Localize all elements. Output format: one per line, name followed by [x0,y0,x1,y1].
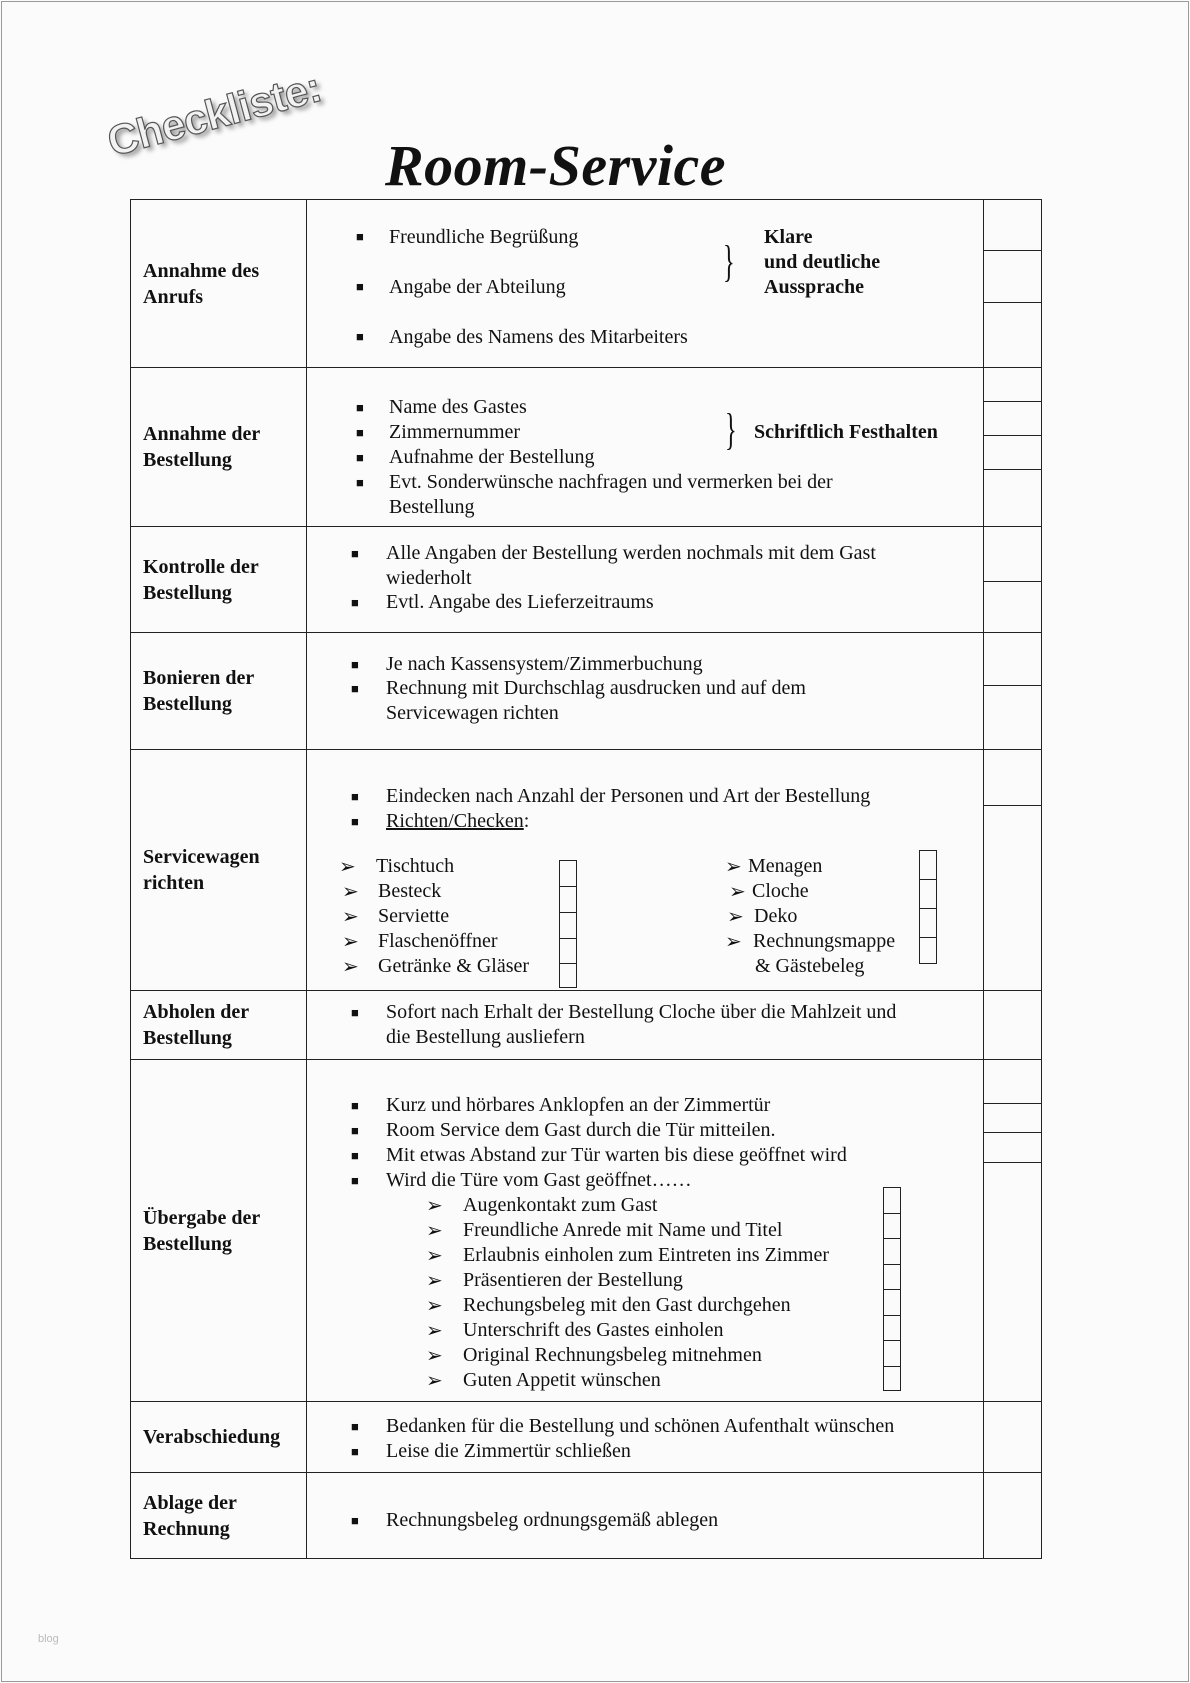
row-annahme-bestellung: Annahme der Bestellung ■ Name des Gastes ■ Zimmernummer ■ Aufnahme der Bestellung ■ Evt. Sonderwünsche nachfragen und vermerken bei der Bestellung } Schriftlich Festhalten [130,368,1042,527]
list-item: Mit etwas Abstand zur Tür warten bis diese geöffnet wird [386,1144,847,1166]
list-item: Je nach Kassensystem/Zimmerbuchung [386,653,703,675]
row-verabschiedung: Verabschiedung ■ Bedanken für die Bestellung und schönen Aufenthalt wünschen ■ Leise die Zimmertür schließen [130,1402,1042,1473]
list-item: Bedanken für die Bestellung und schönen Aufenthalt wünschen [386,1415,895,1437]
watermark: blog [38,1633,59,1645]
list-item: Rechnung mit Durchschlag ausdrucken und auf dem [386,677,806,699]
check-item: Menagen [748,855,823,877]
list-item: Evt. Sonderwünsche nachfragen und vermerken bei der [389,471,833,493]
checkbox-column[interactable] [559,860,577,988]
note-line: Aussprache [764,276,865,298]
row-ablage: Ablage der Rechnung ■ Rechnungsbeleg ordnungsgemäß ablegen [130,1473,1042,1559]
list-item: Leise die Zimmertür schließen [386,1440,631,1462]
list-item-cont: die Bestellung ausliefern [386,1026,585,1048]
check-column[interactable] [983,200,1041,367]
list-item-cont: wiederholt [386,567,472,589]
list-item: Room Service dem Gast durch die Tür mitteilen. [386,1119,776,1141]
check-item: Guten Appetit wünschen [463,1369,661,1391]
list-item: Zimmernummer [389,421,521,443]
list-item: Freundliche Begrüßung [389,226,579,248]
list-item: Aufnahme der Bestellung [389,446,595,468]
row-annahme-anruf: Annahme des Anrufs ■ Freundliche Begrüßung ■ Angabe der Abteilung ■ Angabe des Namens des Mitarbeiters } Klare und deutliche Aussprache [130,199,1042,368]
list-item: Name des Gastes [389,396,527,418]
check-column[interactable] [983,1402,1041,1472]
check-item-cont: & Gästebeleg [755,955,865,977]
row-label: Übergabe der Bestellung [131,1060,307,1401]
check-item: Getränke & Gläser [378,955,530,977]
list-item: Eindecken nach Anzahl der Personen und Art der Bestellung [386,785,871,807]
list-item: Rechnungsbeleg ordnungsgemäß ablegen [386,1509,719,1531]
row-label: Ablage der Rechnung [131,1473,307,1558]
check-item: Unterschrift des Gastes einholen [463,1319,724,1341]
list-item: Angabe des Namens des Mitarbeiters [389,326,688,348]
check-item: Augenkontakt zum Gast [463,1194,658,1216]
list-item-cont: Servicewagen richten [386,702,559,724]
row-abholen: Abholen der Bestellung ■ Sofort nach Erhalt der Bestellung Cloche über die Mahlzeit und die Bestellung ausliefern [130,991,1042,1060]
check-item: Besteck [378,880,442,902]
row-label: Verabschiedung [131,1402,307,1472]
list-item: Wird die Türe vom Gast geöffnet…… [386,1169,692,1191]
check-item: Tischtuch [376,855,455,877]
checkbox-column[interactable] [919,850,937,964]
note-line: und deutliche [764,251,881,273]
check-column[interactable] [983,633,1041,749]
checkliste-stamp: Checkliste: [102,63,326,166]
check-column[interactable] [983,1473,1041,1558]
list-item: Richten/Checken: [386,810,530,832]
check-column[interactable] [983,527,1041,632]
row-uebergabe: Übergabe der Bestellung ■ Kurz und hörbares Anklopfen an der Zimmertür ■ Room Service dem Gast durch die Tür mitteilen. ■ Mit etwas Abstand zur Tür warten bis diese geöffnet wird ■ Wird die Türe vom Gast geöffnet…… ➢ Augenkontakt zum Gast ➢ Freundliche Anrede mit Name und Titel ➢ Erlaubnis einholen zum Eintreten ins Zimmer ➢ Präsentieren der Bestellung ➢ Rechungsbeleg mit den Gast durchgehen ➢ Unterschrift des Gastes einholen ➢ Original Rechnungsbeleg mitnehmen ➢ Guten Appetit wünschen [130,1060,1042,1402]
row-kontrolle: Kontrolle der Bestellung ■ Alle Angaben der Bestellung werden nochmals mit dem Gast wiederholt ■ Evtl. Angabe des Lieferzeitraums [130,527,1042,633]
row-label: Kontrolle der Bestellung [131,527,307,632]
check-item: Cloche [752,880,809,902]
row-label: Bonieren der Bestellung [131,633,307,749]
check-item: Erlaubnis einholen zum Eintreten ins Zimmer [463,1244,830,1266]
list-item: Alle Angaben der Bestellung werden nochmals mit dem Gast [386,542,876,564]
list-item: Sofort nach Erhalt der Bestellung Cloche über die Mahlzeit und [386,1001,897,1023]
row-label: Abholen der Bestellung [131,991,307,1059]
brace-icon: } [725,405,737,454]
list-item: Evtl. Angabe des Lieferzeitraums [386,591,654,613]
check-item: Rechungsbeleg mit den Gast durchgehen [463,1294,791,1316]
checkbox-column[interactable] [883,1187,901,1391]
check-column[interactable] [983,991,1041,1059]
page-title: Room-Service [385,133,727,198]
check-item: Flaschenöffner [378,930,498,952]
check-column[interactable] [983,1060,1041,1401]
list-item-cont: Bestellung [389,496,475,518]
check-item: Serviette [378,905,450,927]
check-column[interactable] [983,368,1041,526]
check-item: Deko [754,905,798,927]
row-servicewagen: Servicewagen richten ■ Eindecken nach Anzahl der Personen und Art der Bestellung ■ Richten/Checken: ➢ Tischtuch ➢ Besteck ➢ Serviette ➢ Flaschenöffner ➢ Getränke & Gläser ➢ Menagen ➢ Cloche ➢ Deko ➢ Rechnungsmappe & Gästebeleg [130,750,1042,991]
check-item: Original Rechnungsbeleg mitnehmen [463,1344,762,1366]
check-column[interactable] [983,750,1041,990]
list-item: Angabe der Abteilung [389,276,566,298]
row-bonieren: Bonieren der Bestellung ■ Je nach Kassensystem/Zimmerbuchung ■ Rechnung mit Durchschlag ausdrucken und auf dem Servicewagen richten [130,633,1042,750]
checklist-table [130,199,1042,1559]
check-item: Freundliche Anrede mit Name und Titel [463,1219,783,1241]
brace-icon: } [723,237,735,286]
list-item: Kurz und hörbares Anklopfen an der Zimmertür [386,1094,771,1116]
row-label: Annahme des Anrufs [131,200,307,367]
row-label: Servicewagen richten [131,750,307,990]
note-line: Schriftlich Festhalten [754,421,938,443]
check-item: Präsentieren der Bestellung [463,1269,683,1291]
check-item: Rechnungsmappe [753,930,896,952]
note-line: Klare [764,226,813,248]
row-label: Annahme der Bestellung [131,368,307,526]
